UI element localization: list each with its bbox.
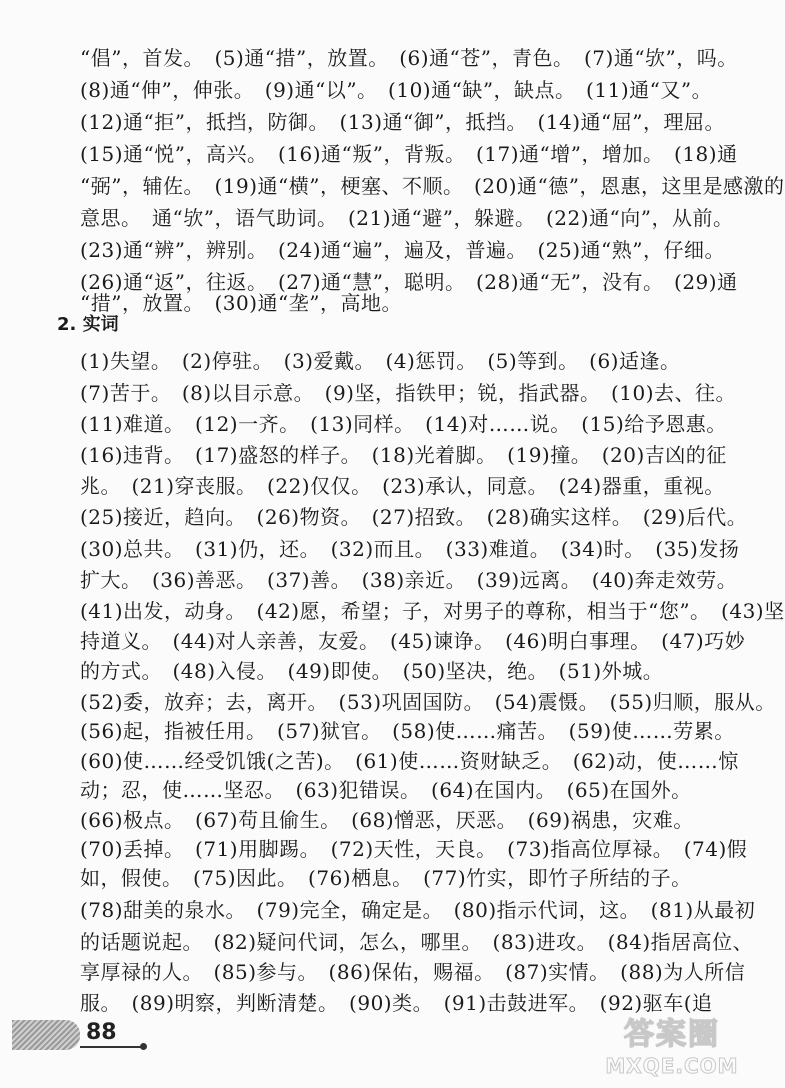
text-line: (8)通“伸”，伸张。 (9)通“以”。 (10)通“缺”，缺点。 (11)通“又”。 xyxy=(80,78,713,102)
text-line: (52)委，放弃；去，离开。 (53)巩固国防。 (54)震慑。 (55)归顺，服从。 xyxy=(80,690,776,714)
text-line: 如，假使。 (75)因此。 (76)栖息。 (77)竹实，即竹子所结的子。 xyxy=(80,866,692,890)
text-line: (7)苦于。 (8)以目示意。 (9)坚，指铁甲；锐，指武器。 (10)去、往。 xyxy=(80,381,737,405)
text-line: “弼”，辅佐。 (19)通“横”，梗塞、不顺。 (20)通“德”，恩惠，这里是感激的 xyxy=(80,174,785,198)
footer-rule xyxy=(80,1046,142,1048)
text-line: 扩大。 (36)善恶。 (37)善。 (38)亲近。 (39)远离。 (40)奔走效劳。 xyxy=(80,568,738,592)
text-line: (26)通“返”，往返。 (27)通“慧”，聪明。 (28)通“无”，没有。 (29)通 xyxy=(80,270,738,294)
text-line: (15)通“悦”，高兴。 (16)通“叛”，背叛。 (17)通“增”，增加。 (18)通 xyxy=(80,142,738,166)
text-line: 享厚禄的人。 (85)参与。 (86)保佑，赐福。 (87)实情。 (88)为人所信 xyxy=(80,960,746,984)
page-number: 88 xyxy=(86,1020,117,1045)
text-line: (56)起，指被任用。 (57)狱官。 (58)使……痛苦。 (59)使……劳累。 xyxy=(80,719,735,743)
text-line: 动；忍，使……坚忍。 (63)犯错误。 (64)在国内。 (65)在国外。 xyxy=(80,778,692,802)
text-line: (23)通“辨”，辨别。 (24)通“遍”，遍及，普遍。 (25)通“熟”，仔细。 xyxy=(80,238,726,262)
text-line: “倡”，首发。 (5)通“措”，放置。 (6)通“苍”，青色。 (7)通“欤”，吗。 xyxy=(80,46,738,70)
text-line: (30)总共。 (31)仍，还。 (32)而且。 (33)难道。 (34)时。 (35)发扬 xyxy=(80,537,740,561)
text-line: (70)丢掉。 (71)用脚踢。 (72)天性，天良。 (73)指高位厚禄。 (74)假 xyxy=(80,837,748,861)
text-line: 的方式。 (48)入侵。 (49)即使。 (50)坚决，绝。 (51)外城。 xyxy=(80,659,664,683)
watermark-domain: MXQE.COM xyxy=(605,1054,739,1078)
footer-dot xyxy=(140,1043,147,1050)
text-line: 持道义。 (44)对人亲善，友爱。 (45)谏诤。 (46)明白事理。 (47)巧妙 xyxy=(80,629,746,653)
text-line: (16)违背。 (17)盛怒的样子。 (18)光着脚。 (19)撞。 (20)吉凶的征 xyxy=(80,443,727,467)
text-line: (41)出发，动身。 (42)愿，希望；子，对男子的尊称，相当于“您”。 (43)坚 xyxy=(80,599,785,623)
text-line: (25)接近，趋向。 (26)物资。 (27)招致。 (28)确实这样。 (29)后代。 xyxy=(80,505,748,529)
text-line: (12)通“拒”，抵挡，防御。 (13)通“御”，抵挡。 (14)通“屈”，理屈。 xyxy=(80,110,726,134)
text-line: (60)使……经受饥饿(之苦)。 (61)使……资财缺乏。 (62)动，使……惊 xyxy=(80,749,739,773)
text-line: (1)失望。 (2)停驻。 (3)爱戴。 (4)惩罚。 (5)等到。 (6)适逢。 xyxy=(80,349,681,373)
watermark-title: 答案圈 xyxy=(624,1017,720,1052)
watermark-logo xyxy=(602,1018,742,1080)
text-line: 的话题说起。 (82)疑问代词，怎么，哪里。 (83)进攻。 (84)指居高位、 xyxy=(80,930,754,954)
text-line: (78)甜美的泉水。 (79)完全，确定是。 (80)指示代词，这。 (81)从最初 xyxy=(80,898,756,922)
text-line: 兆。 (21)穿丧服。 (22)仅仅。 (23)承认，同意。 (24)器重，重视。 xyxy=(80,474,725,498)
text-line: 服。 (89)明察，判断清楚。 (90)类。 (91)击鼓进军。 (92)驱车(追 xyxy=(80,991,713,1015)
text-line: “措”，放置。 (30)通“垄”，高地。 xyxy=(80,291,402,315)
footer-decoration xyxy=(12,1020,80,1050)
text-line: 意思。 通“欤”，语气助词。 (21)通“避”，躲避。 (22)通“向”，从前。 xyxy=(80,206,734,230)
section-heading: 2. 实词 xyxy=(57,314,119,335)
text-line: (66)极点。 (67)苟且偷生。 (68)憎恶，厌恶。 (69)祸患，灾难。 xyxy=(80,808,694,832)
text-line: (11)难道。 (12)一齐。 (13)同样。 (14)对……说。 (15)给予恩惠。 xyxy=(80,412,727,436)
